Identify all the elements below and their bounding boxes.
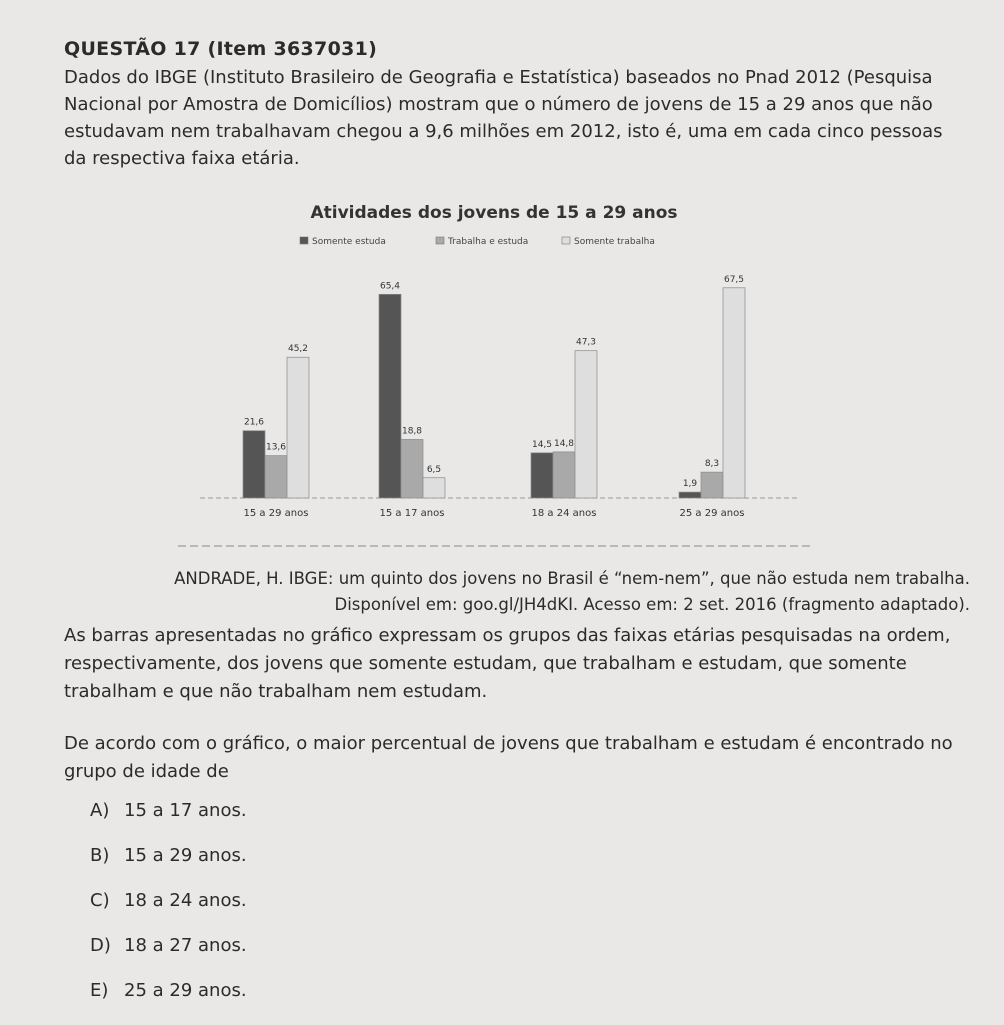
option-text: 15 a 29 anos. [124, 845, 247, 866]
bar-value-label: 21,6 [243, 417, 265, 428]
bar [679, 492, 701, 498]
bar [287, 357, 309, 498]
option-letter: A) [90, 800, 110, 821]
bar-value-label: 47,3 [575, 337, 597, 348]
bar [575, 351, 597, 498]
bar-value-label: 8,3 [704, 459, 720, 470]
legend-swatch [436, 237, 444, 244]
option-text: 15 a 17 anos. [124, 800, 247, 821]
bar-value-label: 13,6 [265, 442, 287, 453]
option-b[interactable] [90, 845, 247, 890]
question-title: QUESTÃO 17 (Item 3637031) [64, 38, 378, 60]
bar-value-label: 14,5 [531, 439, 553, 450]
category-label: 25 a 29 anos [679, 508, 745, 519]
option-text: 25 a 29 anos. [124, 980, 247, 1001]
bar [265, 456, 287, 498]
option-c[interactable] [90, 890, 247, 935]
bar [423, 478, 445, 498]
bar [701, 472, 723, 498]
bar [379, 294, 401, 498]
chart-title: Atividades dos jovens de 15 a 29 anos [310, 203, 678, 223]
bar-value-label: 6,5 [426, 464, 442, 475]
legend-label: Somente trabalha [574, 237, 655, 247]
option-text: 18 a 27 anos. [124, 935, 247, 956]
answer-options [90, 800, 247, 1025]
source-citation [150, 566, 970, 618]
bar [243, 431, 265, 498]
bar-chart [178, 188, 810, 550]
option-letter: D) [90, 935, 111, 956]
category-label: 15 a 29 anos [243, 508, 309, 519]
intro-paragraph: Dados do IBGE (Instituto Brasileiro de Geografia e Estatística) baseados no Pnad 2012 (Pesquisa Nacional por Amostra de Domicílios) mostram que o número de jovens de 15 a 29 anos que não estudavam nem trabalhavam chegou a 9,6 milhões em 2012, isto é, uma em cada cinco pessoas da respectiva faixa etária. [64, 67, 943, 169]
bar-value-label: 1,9 [682, 479, 698, 490]
bar-value-label: 65,4 [379, 281, 401, 292]
option-text: 18 a 24 anos. [124, 890, 247, 911]
option-a[interactable] [90, 800, 247, 845]
category-label: 18 a 24 anos [531, 508, 597, 519]
bar-value-label: 18,8 [401, 426, 423, 437]
legend-label: Trabalha e estuda [448, 237, 529, 247]
legend-swatch [562, 237, 570, 244]
legend-swatch [300, 237, 308, 244]
bar-value-label: 45,2 [287, 344, 309, 355]
question-text: De acordo com o gráfico, o maior percentual de jovens que trabalham e estudam é encontrado no grupo de idade de [64, 733, 953, 782]
explanation-paragraph: As barras apresentadas no gráfico expressam os grupos das faixas etárias pesquisadas na ordem, respectivamente, dos jovens que somente estudam, que trabalham e estudam, que somente trabalham e que não trabalham nem estudam. [64, 625, 951, 702]
option-e[interactable] [90, 980, 247, 1025]
option-d[interactable] [90, 935, 247, 980]
chart-svg [178, 188, 810, 550]
bar [553, 452, 575, 498]
bar-value-label: 67,5 [723, 274, 745, 285]
option-letter: E) [90, 980, 109, 1001]
legend-label: Somente estuda [312, 237, 386, 247]
bar [531, 453, 553, 498]
option-letter: B) [90, 845, 110, 866]
option-letter: C) [90, 890, 110, 911]
bar-value-label: 14,8 [553, 438, 575, 449]
bar [723, 288, 745, 498]
source-line-2: Disponível em: goo.gl/JH4dKI. Acesso em: 2 set. 2016 (fragmento adaptado). [334, 595, 970, 614]
bar [401, 439, 423, 498]
category-label: 15 a 17 anos [379, 508, 445, 519]
source-line-1: ANDRADE, H. IBGE: um quinto dos jovens no Brasil é “nem-nem”, que não estuda nem trabalha. [174, 569, 970, 588]
